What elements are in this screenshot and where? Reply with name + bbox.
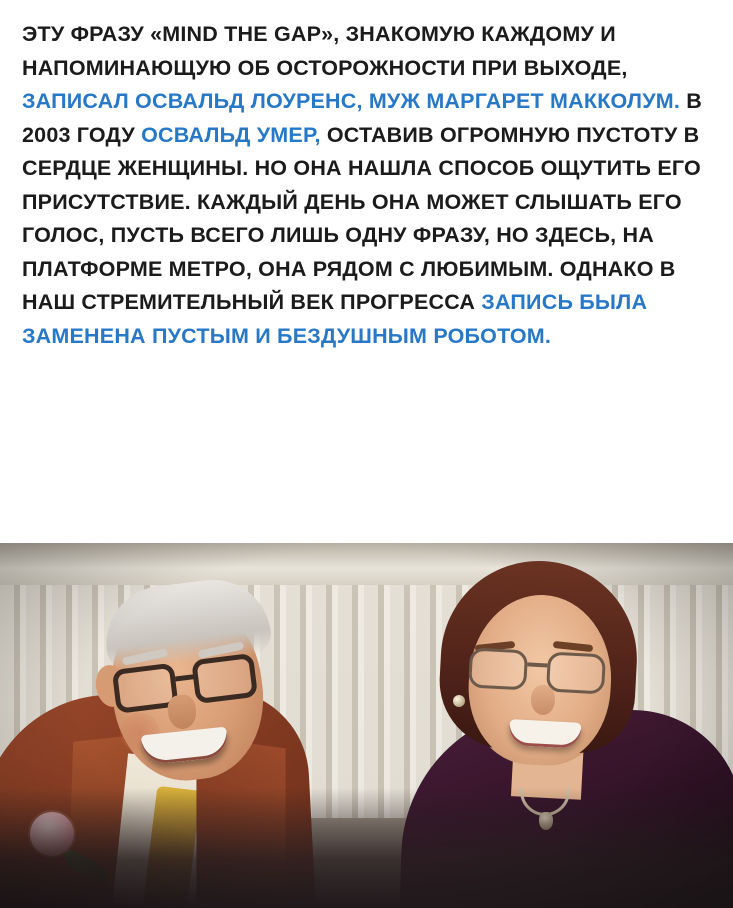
woman-nose <box>531 685 555 715</box>
woman-earring <box>453 695 465 707</box>
article-paragraph <box>22 18 717 353</box>
highlighted-text-segment: ЗАПИСЬ БЫЛА ЗАМЕНЕНА ПУСТЫМ И БЕЗДУШНЫМ РОБОТОМ. <box>22 290 648 348</box>
highlighted-text-segment: ЗАПИСАЛ ОСВАЛЬД ЛОУРЕНС, МУЖ МАРГАРЕТ МАККОЛУМ. <box>22 89 681 113</box>
text-segment: ЭТУ ФРАЗУ «MIND THE GAP», ЗНАКОМУЮ КАЖДОМУ И НАПОМИНАЮЩУЮ ОБ ОСТОРОЖНОСТИ ПРИ ВЫХОДЕ, <box>22 22 628 80</box>
couple-photo <box>0 543 733 908</box>
article-text-block <box>0 0 733 363</box>
man-lens-right <box>191 653 258 704</box>
text-segment: ОСТАВИВ ОГРОМНУЮ ПУСТОТУ В СЕРДЦЕ ЖЕНЩИНЫ. НО ОНА НАШЛА СПОСОБ ОЩУТИТЬ ЕГО ПРИСУТСТВИЕ. КАЖДЫЙ ДЕНЬ ОНА МОЖЕТ СЛЫШАТЬ ЕГО ГОЛОС, ПУСТЬ ВСЕГО ЛИШЬ ОДНУ ФРАЗУ, НО ЗДЕСЬ, НА ПЛАТФОРМЕ МЕТРО, ОНА РЯДОМ С ЛЮБИМЫМ. ОДНАКО В НАШ СТРЕМИТЕЛЬНЫЙ ВЕК ПРОГРЕССА <box>22 122 701 314</box>
text-segment: В 2003 ГОДУ <box>22 89 702 147</box>
woman-lens-left <box>468 647 528 690</box>
highlighted-text-segment: ОСВАЛЬД УМЕР, <box>141 122 321 147</box>
photo-scene <box>0 543 733 908</box>
radiator-top <box>0 543 733 585</box>
photo-shadow <box>0 788 733 908</box>
woman-lens-right <box>546 651 606 694</box>
woman-glasses-bridge <box>527 662 547 667</box>
